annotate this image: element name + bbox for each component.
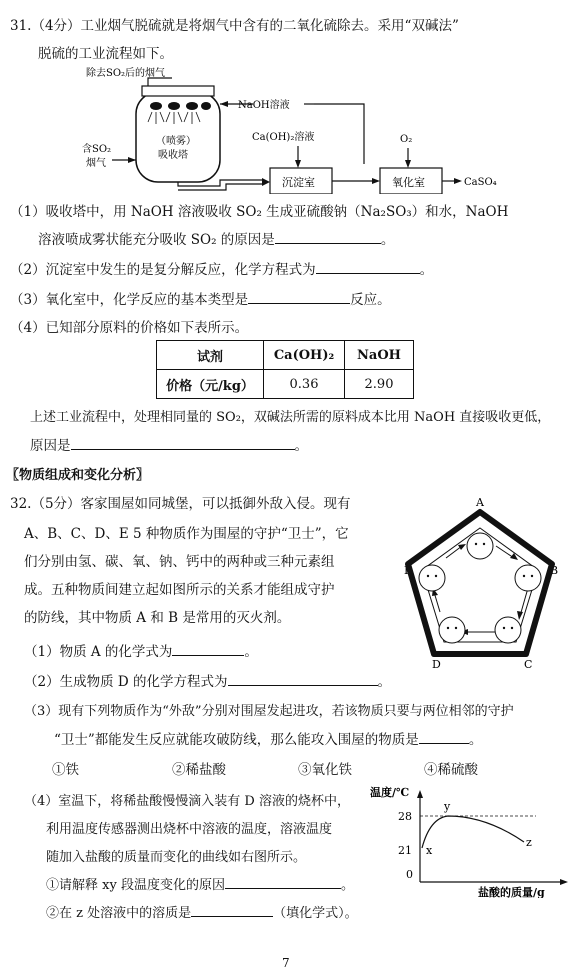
guardian-c (495, 617, 521, 643)
table-header: Ca(OH)₂ (264, 341, 345, 370)
answer-blank[interactable] (248, 290, 350, 304)
label-c: C (524, 658, 533, 671)
sedimentation-label: 沉淀室 (282, 176, 315, 189)
tick-28: 28 (398, 810, 412, 823)
tick-21: 21 (398, 844, 412, 857)
exhaust-label: 除去SO₂后的烟气 (86, 68, 166, 79)
q32-part4-sub1: ①请解释 xy 段温度变化的原因 。 (46, 874, 354, 893)
q31-part1-line1: （1）吸收塔中，用 NaOH 溶液吸收 SO₂ 生成亚硫酸钠（Na₂SO₃）和水，NaOH (10, 204, 509, 220)
tick-0: 0 (406, 868, 413, 881)
answer-blank[interactable] (275, 230, 381, 244)
option-iron-oxide[interactable]: ③氧化铁 (298, 762, 352, 778)
answer-blank[interactable] (191, 903, 273, 917)
guardian-e (419, 565, 445, 591)
answer-blank[interactable] (228, 672, 378, 686)
option-iron[interactable]: ①铁 (52, 762, 79, 778)
q31-header-cont: 脱硫的工业流程如下。 (38, 46, 173, 62)
q32-part4-line1: （4）室温下，将稀盐酸慢慢滴入装有 D 溶液的烧杯中， (24, 794, 350, 809)
table-header: 试剂 (157, 341, 264, 370)
o2-label: O₂ (400, 134, 413, 145)
q32-part3-line1: （3）现有下列物质作为“外敌”分别对围屋发起进攻，若该物质只要与两位相邻的守护 (24, 704, 514, 719)
q32-part1: （1）物质 A 的化学式为 。 (24, 644, 258, 660)
q31-part1-line2: 溶液喷成雾状能充分吸收 SO₂ 的原因是 。 (38, 232, 395, 248)
guardian-d (439, 617, 465, 643)
option-dilute-hcl[interactable]: ②稀盐酸 (172, 762, 226, 778)
table-header: NaOH (345, 341, 414, 370)
q32-line2: A、B、C、D、E 5 种物质作为围屋的守护“卫士”，它 (24, 526, 349, 542)
table-cell: 价格（元/kg） (157, 370, 264, 399)
q32-part2: （2）生成物质 D 的化学方程式为 。 (24, 674, 391, 690)
temperature-curve (422, 816, 524, 848)
feed-label-1: 含SO₂ (82, 144, 112, 155)
point-x: x (426, 844, 433, 857)
answer-blank[interactable] (71, 436, 295, 450)
product-label: CaSO₄ (464, 177, 497, 188)
q31-part5-line1: 上述工业流程中，处理相同量的 SO₂，双碱法所需的原料成本比用 NaOH 直接吸收更低， (30, 410, 551, 425)
q32-part4-line2: 利用温度传感器测出烧杯中溶液的温度，溶液温度 (46, 822, 333, 837)
x-axis-label: 盐酸的质量/g (478, 886, 545, 898)
temperature-graph (368, 782, 568, 898)
spray-label: （喷雾） (156, 136, 196, 147)
q31-part2: （2）沉淀室中发生的是复分解反应，化学方程式为 。 (10, 262, 434, 278)
feed-label-2: 烟气 (86, 158, 106, 169)
pentagon-diagram (400, 494, 570, 674)
q32-part3-line2: “卫士”都能发生反应就能攻破防线，那么能攻入围屋的物质是 。 (54, 732, 483, 748)
table-cell: 2.90 (345, 370, 414, 399)
q31-header: 31.（4分）工业烟气脱硫就是将烟气中含有的二氧化硫除去。采用“双碱法” (10, 18, 459, 34)
q31-part4: （4）已知部分原料的价格如下表所示。 (10, 320, 249, 336)
y-axis-label: 温度/℃ (370, 786, 410, 799)
q31-part3: （3）氧化室中，化学反应的基本类型是 反应。 (10, 292, 391, 308)
naoh-label: NaOH溶液 (238, 100, 290, 111)
q31-part5-line2: 原因是 。 (30, 438, 308, 454)
price-table (156, 340, 414, 399)
q32-part4-line3: 随加入盐酸的质量而变化的曲线如右图所示。 (46, 850, 307, 865)
section-header: 〖物质组成和变化分析〗 (6, 468, 150, 483)
answer-blank[interactable] (172, 642, 244, 656)
guardian-a (467, 533, 493, 559)
label-a: A (476, 496, 484, 509)
label-e: E (404, 564, 413, 577)
q32-line4: 成。五种物质间建立起如图所示的关系才能组成守护 (24, 582, 335, 598)
page-number: 7 (282, 956, 290, 970)
answer-blank[interactable] (225, 875, 341, 889)
q32-line3: 们分别由氢、碳、氧、钠、钙中的两种或三种元素组 (24, 554, 335, 570)
q32-part4-sub2: ②在 z 处溶液中的溶质是 （填化学式）。 (46, 902, 358, 921)
label-d: D (432, 658, 441, 671)
option-dilute-h2so4[interactable]: ④稀硫酸 (424, 762, 478, 778)
guardian-b (515, 565, 541, 591)
flow-diagram (78, 64, 498, 194)
q32-line5: 的防线，其中物质 A 和 B 是常用的灭火剂。 (24, 610, 291, 626)
point-y: y (444, 800, 451, 813)
q32-line1: 32.（5分）客家围屋如同城堡，可以抵御外敌入侵。现有 (10, 496, 351, 512)
table-cell: 0.36 (264, 370, 345, 399)
answer-blank[interactable] (419, 730, 469, 744)
tower-label: 吸收塔 (158, 150, 188, 161)
label-b: B (550, 564, 559, 577)
oxidation-label: 氧化室 (392, 176, 425, 189)
q31-part1-text: 溶液喷成雾状能充分吸收 SO₂ 的原因是 (38, 232, 275, 248)
point-z: z (526, 836, 532, 849)
answer-blank[interactable] (316, 260, 420, 274)
caoh2-label: Ca(OH)₂溶液 (252, 132, 315, 143)
